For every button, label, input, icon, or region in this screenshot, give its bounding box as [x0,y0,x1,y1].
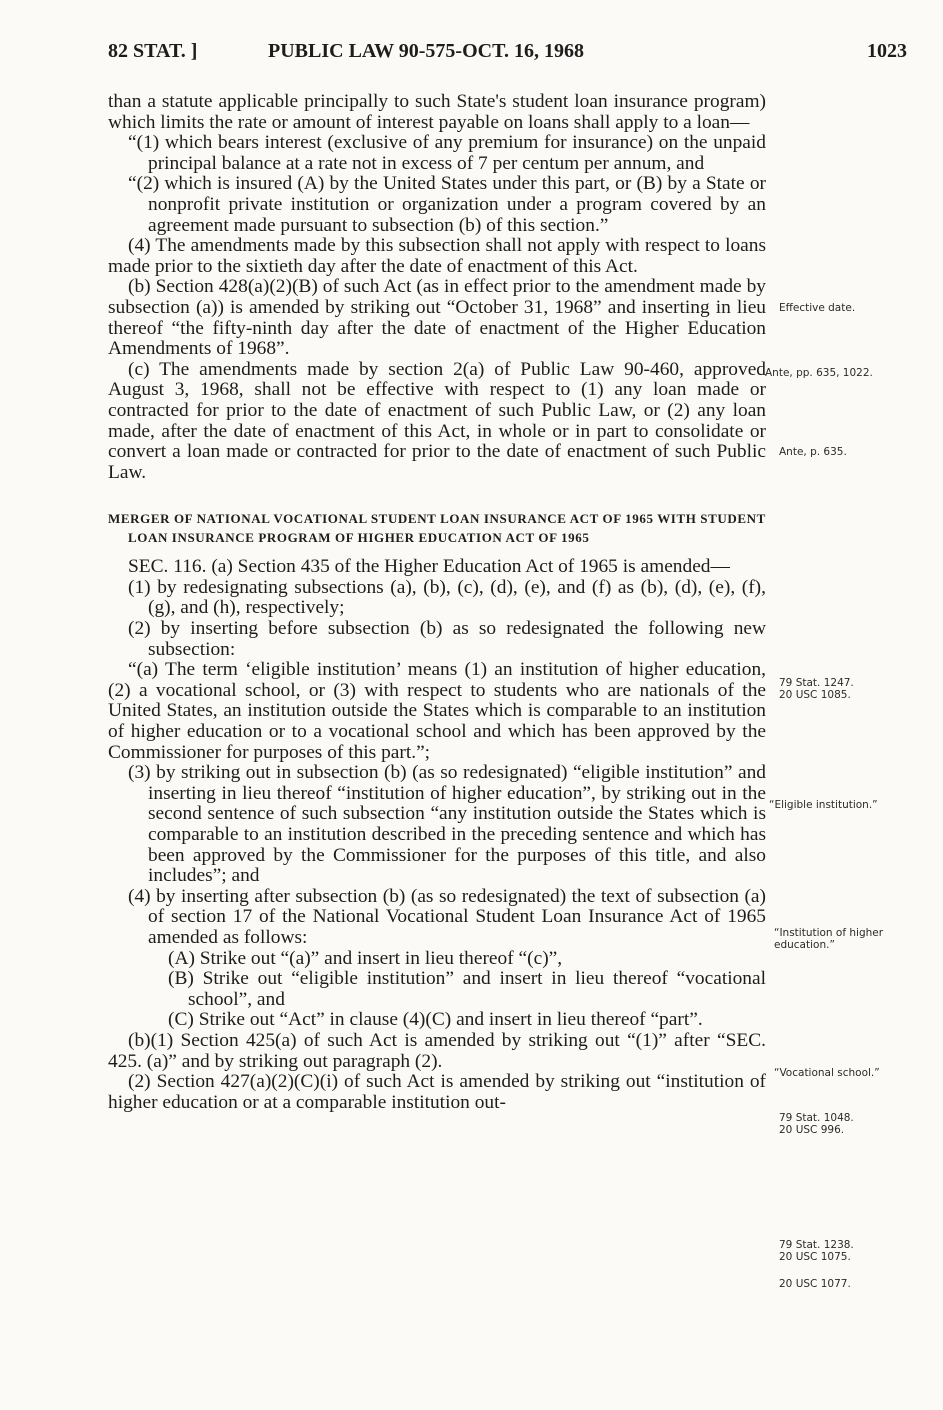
paragraph: (2) Section 427(a)(2)(C)(i) of such Act is amended by striking out “institution of higher education or at a comparable institution out- [108,1071,766,1113]
paragraph: “(1) which bears interest (exclusive of any premium for insurance) on the unpaid principal balance at a rate not in excess of 7 per centum per annum, and [128,132,766,174]
paragraph: (4) The amendments made by this subsection shall not apply with respect to loans made prior to the sixtieth day after the date of enactment of this Act. [108,235,766,277]
margin-note-79-stat-1048: 79 Stat. 1048. 20 USC 996. [779,1112,854,1136]
margin-note-effective-date: Effective date. [779,302,856,314]
paragraph: “(2) which is insured (A) by the United States under this part, or (B) by a State or nonprofit private institution or organization under a program covered by an agreement made pursuant to subsection (b) of this section.” [128,173,766,236]
paragraph: (b)(1) Section 425(a) of such Act is amended by striking out “(1)” after “SEC. 425. (a)” and by striking out paragraph (2). [108,1029,766,1072]
margin-note-vocational-school: “Vocational school.” [774,1067,880,1079]
paragraph: (B) Strike out “eligible institution” and insert in lieu thereof “vocational school”, and [168,968,766,1010]
margin-note-79-stat-1238: 79 Stat. 1238. 20 USC 1075. [779,1239,854,1263]
section-heading: MERGER OF NATIONAL VOCATIONAL STUDENT LOAN INSURANCE ACT OF 1965 WITH STUDENT LOAN INSURANCE PROGRAM OF HIGHER EDUCATION ACT OF 1965 [108,511,766,546]
body-text [108,92,766,1113]
paragraph: (4) by inserting after subsection (b) (as so redesignated) the text of subsection (a) of section 17 of the National Vocational Student Loan Insurance Act of 1965 amended as follows: [128,885,766,948]
statute-volume: 82 STAT. ] [108,40,198,62]
paragraph: SEC. 116. (a) Section 435 of the Higher Education Act of 1965 is amended— [128,556,730,578]
margin-note-ante-1022: Ante, pp. 635, 1022. [765,367,873,379]
margin-note-ante-635: Ante, p. 635. [779,446,847,458]
paragraph: (2) by inserting before subsection (b) as so redesignated the following new subsection: [128,618,766,660]
margin-note-institution-higher-ed: “Institution of higher education.” [774,927,884,951]
margin-note-eligible-institution: “Eligible institution.” [769,799,878,811]
paragraph: “(a) The term ‘eligible institution’ means (1) an institution of higher education, (2) a vocational school, or (3) with respect to students who are nationals of the United States, an institution outside the States which is comparable to an institution of higher education or to a vocational school and which has been approved by the Commissioner for purposes of this part.”; [108,659,766,763]
paragraph: (C) Strike out “Act” in clause (4)(C) and insert in lieu thereof “part”. [168,1009,703,1031]
paragraph: (3) by striking out in subsection (b) (as so redesignated) “eligible institution” and inserting in lieu thereof “institution of higher education”, by striking out in the second sentence of such subsection “any institution outside the States which is comparable to an institution described in the preceding sentence and which has been approved by the Commissioner for the purposes of this title, and also includes”; and [128,762,766,887]
paragraph: than a statute applicable principally to such State's student loan insurance program) which limits the rate or amount of interest payable on loans shall apply to a loan— [108,91,766,133]
margin-note-79-stat-1247: 79 Stat. 1247. 20 USC 1085. [779,677,854,701]
paragraph: (A) Strike out “(a)” and insert in lieu thereof “(c)”, [168,947,563,969]
margin-note-20-usc-1077: 20 USC 1077. [779,1278,851,1290]
public-law-header: PUBLIC LAW 90-575-OCT. 16, 1968 [268,40,584,62]
page-number: 1023 [867,40,907,62]
paragraph: (b) Section 428(a)(2)(B) of such Act (as in effect prior to the amendment made by subsection (a)) is amended by striking out “October 31, 1968” and inserting in lieu thereof “the fifty-ninth day after the date of enactment of the Higher Education Amendments of 1968”. [108,276,766,360]
paragraph: (1) by redesignating subsections (a), (b), (c), (d), (e), and (f) as (b), (d), (e), (f), (g), and (h), respectively; [128,576,766,619]
paragraph: (c) The amendments made by section 2(a) of Public Law 90-460, approved August 3, 1968, shall not be effective with respect to (1) any loan made or contracted for prior to the date of enactment of such Public Law, or (2) any loan made, after the date of enactment of this Act, in whole or in part to consolidate or convert a loan made or contracted for prior to the date of enactment of such Public Law. [108,358,766,483]
